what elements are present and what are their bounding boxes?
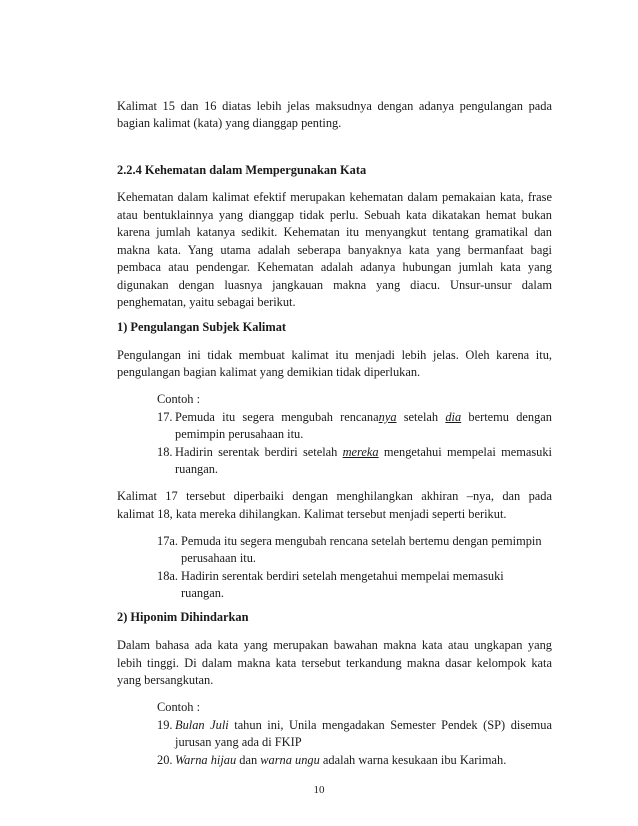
paragraph-line: pembaca atau pendengar. Kehematan adalah adanya hubungan jumlah kata yang	[117, 260, 552, 274]
example-continuation: perusahaan itu.	[181, 551, 257, 565]
example-text: Hadirin serentak berdiri setelah mengetahui mempelai memasuki	[181, 569, 504, 583]
example-text	[175, 752, 506, 769]
paragraph-line: digunakan dengan luasnya jangkauan makna yang diacu. Unsur-unsur dalam	[117, 278, 552, 292]
paragraph-line: Kalimat 17 tersebut diperbaiki dengan menghilangkan akhiran –nya, dan pada	[117, 489, 552, 503]
example-text-part: mengetahui mempelai memasuki	[378, 445, 552, 459]
example-text-part: tahun ini, Unila mengadakan Semester Pendek (SP) disemua	[228, 718, 552, 732]
paragraph-line: Pengulangan ini tidak membuat kalimat itu menjadi lebih jelas. Oleh karena itu,	[117, 348, 552, 362]
example-text-part: adalah warna kesukaan ibu Karimah.	[319, 753, 507, 767]
emphasis-suffix: nya	[378, 410, 397, 424]
subsection-heading: 1) Pengulangan Subjek Kalimat	[117, 320, 287, 334]
paragraph-line: penghematan, yaitu sebagai berikut.	[117, 295, 296, 309]
paragraph-line: makna kata. Yang utama adalah seberapa banyaknya kata yang bermanfaat bagi	[117, 243, 552, 257]
emphasis-word: mereka	[342, 445, 379, 459]
paragraph-line: bagian kalimat (kata) yang dianggap penting.	[117, 116, 342, 130]
paragraph-line: yang bersangkutan.	[117, 673, 214, 687]
example-text-part: bertemu dengan	[461, 410, 552, 424]
paragraph-line: atau bentuklainnya yang dianggap tidak perlu. Sebuah kata dikatakan hemat bukan	[117, 208, 552, 222]
paragraph-line: Kehematan dalam kalimat efektif merupakan kehematan dalam pemakaian kata, frase	[117, 190, 552, 204]
example-number: 17a.	[157, 534, 178, 548]
example-text-part: Hadirin serentak berdiri setelah	[175, 445, 343, 459]
example-number: 18.	[157, 445, 173, 459]
example-number: 19.	[157, 718, 173, 732]
example-text: Pemuda itu segera mengubah rencana setelah bertemu dengan pemimpin	[181, 534, 542, 548]
example-text-part: setelah	[396, 410, 446, 424]
example-text-part: dan	[236, 753, 261, 767]
paragraph-line: karena jumlah katanya sedikit. Kehematan itu menyangkut tentang gramatikal dan	[117, 225, 552, 239]
example-text	[175, 444, 552, 461]
section-heading: 2.2.4 Kehematan dalam Mempergunakan Kata	[117, 163, 367, 177]
emphasis-phrase: Bulan Juli	[175, 718, 229, 732]
paragraph-line: lebih tinggi. Di dalam makna kata tersebut terkandung makna dasar kelompok kata	[117, 656, 552, 670]
paragraph-line: pengulangan bagian kalimat yang demikian tidak diperlukan.	[117, 365, 421, 379]
paragraph-line: Kalimat 15 dan 16 diatas lebih jelas maksudnya dengan adanya pengulangan pada	[117, 99, 552, 113]
emphasis-phrase: warna ungu	[260, 753, 320, 767]
emphasis-word: dia	[445, 410, 462, 424]
example-continuation: pemimpin perusahaan itu.	[175, 427, 304, 441]
page-number: 10	[313, 784, 325, 796]
paragraph-line: Dalam bahasa ada kata yang merupakan bawahan makna kata atau ungkapan yang	[117, 638, 552, 652]
example-number: 18a.	[157, 569, 178, 583]
example-continuation: ruangan.	[181, 586, 225, 600]
example-text	[175, 409, 552, 426]
example-label: Contoh :	[157, 392, 201, 406]
example-label: Contoh :	[157, 700, 201, 714]
example-number: 20.	[157, 753, 173, 767]
example-continuation: jurusan yang ada di FKIP	[175, 735, 302, 749]
emphasis-phrase: Warna hijau	[175, 753, 237, 767]
paragraph-line: kalimat 18, kata mereka dihilangkan. Kalimat tersebut menjadi seperti berikut.	[117, 507, 507, 521]
example-continuation: ruangan.	[175, 462, 219, 476]
example-number: 17.	[157, 410, 173, 424]
example-text	[175, 717, 552, 734]
example-text-part: Pemuda itu segera mengubah rencana	[175, 410, 379, 424]
subsection-heading: 2) Hiponim Dihindarkan	[117, 610, 249, 624]
